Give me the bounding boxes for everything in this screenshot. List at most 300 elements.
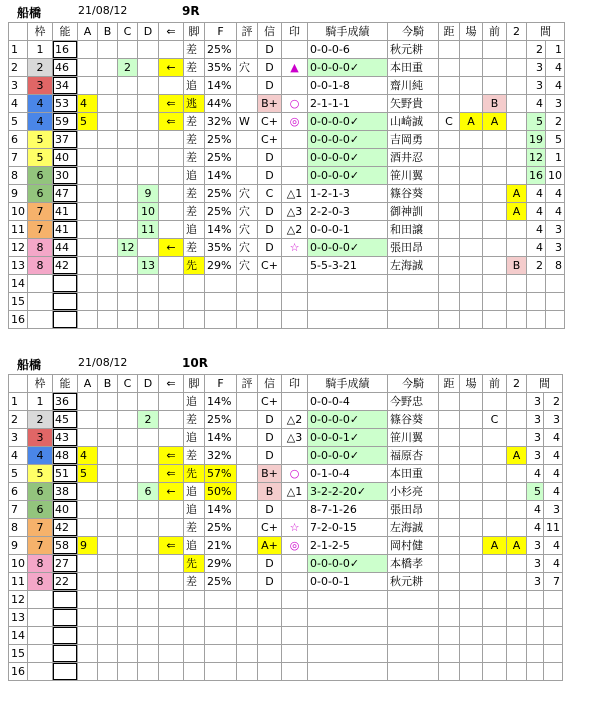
course-cell [460, 537, 483, 555]
col-b-cell [98, 609, 118, 627]
col-d-cell [138, 465, 159, 483]
jockey-record-cell: 0-1-0-4 [308, 465, 388, 483]
col-b-cell [98, 663, 118, 681]
arrow-cell: ← [159, 59, 184, 77]
mark-cell [282, 293, 308, 311]
col-d-cell [138, 447, 159, 465]
arrow-cell [159, 663, 184, 681]
mark-cell: ☆ [282, 519, 308, 537]
course-cell [460, 627, 483, 645]
jockey-name-cell: 和田譲 [388, 221, 439, 239]
interval-cell-1: 3 [527, 537, 544, 555]
col-c-cell [118, 483, 138, 501]
col-b-cell [98, 149, 118, 167]
interval-cell-2: 7 [544, 573, 563, 591]
row-number: 9 [9, 185, 28, 203]
row-number: 12 [9, 239, 28, 257]
arrow-cell [159, 275, 184, 293]
interval-cell-1: 3 [527, 393, 544, 411]
table-row [9, 645, 563, 663]
f-rate-cell: 25% [205, 185, 237, 203]
previous-cell: A [483, 537, 507, 555]
distance-cell [439, 59, 460, 77]
column-header: 今騎 [388, 23, 439, 41]
row-number: 7 [9, 501, 28, 519]
row-number: 11 [9, 221, 28, 239]
second-cell: A [507, 203, 527, 221]
col-a-cell [78, 293, 98, 311]
second-cell [507, 275, 527, 293]
col-a-cell: 9 [78, 537, 98, 555]
col-b-cell [98, 555, 118, 573]
ability-cell [53, 311, 78, 329]
jockey-record-cell: 0-0-0-1 [308, 221, 388, 239]
col-a-cell [78, 519, 98, 537]
f-rate-cell: 57% [205, 465, 237, 483]
previous-cell [483, 519, 507, 537]
running-style-cell: 差 [184, 131, 205, 149]
waku-cell: 5 [28, 131, 53, 149]
jockey-record-cell: 0-0-0-0✓ [308, 447, 388, 465]
interval-cell-1 [527, 663, 544, 681]
previous-cell [483, 41, 507, 59]
col-b-cell [98, 257, 118, 275]
interval-cell-1: 12 [527, 149, 546, 167]
mark-cell [282, 627, 308, 645]
arrow-cell [159, 41, 184, 59]
rating-cell [237, 501, 258, 519]
col-b-cell [98, 113, 118, 131]
jockey-record-cell: 0-0-0-1 [308, 573, 388, 591]
arrow-cell [159, 645, 184, 663]
distance-cell [439, 573, 460, 591]
previous-cell [483, 77, 507, 95]
waku-cell: 8 [28, 239, 53, 257]
table-row [9, 203, 565, 221]
f-rate-cell: 35% [205, 59, 237, 77]
col-a-cell [78, 573, 98, 591]
mark-cell [282, 573, 308, 591]
interval-cell-2: 4 [544, 429, 563, 447]
col-b-cell [98, 447, 118, 465]
column-header: 評 [237, 23, 258, 41]
race-block-10r [8, 352, 596, 681]
row-number: 2 [9, 411, 28, 429]
col-c-cell [118, 447, 138, 465]
arrow-cell [159, 519, 184, 537]
jockey-record-cell: 7-2-0-15 [308, 519, 388, 537]
f-rate-cell: 14% [205, 429, 237, 447]
arrow-cell [159, 411, 184, 429]
ability-cell: 47 [53, 185, 78, 203]
f-rate-cell: 44% [205, 95, 237, 113]
interval-cell-1 [527, 609, 544, 627]
col-d-cell [138, 149, 159, 167]
ability-cell [53, 275, 78, 293]
ability-cell: 58 [53, 537, 78, 555]
col-a-cell [78, 311, 98, 329]
col-d-cell [138, 113, 159, 131]
rating-cell [237, 591, 258, 609]
col-d-cell [138, 555, 159, 573]
row-number: 5 [9, 113, 28, 131]
mark-cell: ☆ [282, 239, 308, 257]
course-cell [460, 555, 483, 573]
distance-cell [439, 411, 460, 429]
f-rate-cell: 25% [205, 519, 237, 537]
rating-cell [237, 537, 258, 555]
distance-cell [439, 167, 460, 185]
mark-cell [282, 609, 308, 627]
confidence-cell: D [258, 411, 282, 429]
col-d-cell [138, 519, 159, 537]
waku-cell [28, 311, 53, 329]
waku-cell: 6 [28, 483, 53, 501]
col-b-cell [98, 59, 118, 77]
table-row [9, 573, 563, 591]
interval-cell-1: 5 [527, 113, 546, 131]
col-c-cell [118, 293, 138, 311]
confidence-cell: D [258, 221, 282, 239]
second-cell [507, 429, 527, 447]
waku-cell: 4 [28, 95, 53, 113]
col-d-cell [138, 609, 159, 627]
running-style-cell: 追 [184, 429, 205, 447]
course-cell [460, 609, 483, 627]
distance-cell [439, 645, 460, 663]
mark-cell [282, 447, 308, 465]
mark-cell: ○ [282, 465, 308, 483]
col-b-cell [98, 275, 118, 293]
f-rate-cell: 25% [205, 41, 237, 59]
jockey-name-cell: 御神訓 [388, 203, 439, 221]
col-a-cell [78, 591, 98, 609]
previous-cell [483, 293, 507, 311]
distance-cell [439, 447, 460, 465]
ability-cell [53, 293, 78, 311]
waku-cell: 7 [28, 537, 53, 555]
col-b-cell [98, 483, 118, 501]
previous-cell [483, 167, 507, 185]
waku-cell: 2 [28, 59, 53, 77]
second-cell [507, 41, 527, 59]
interval-cell-1: 5 [527, 483, 544, 501]
arrow-cell [159, 627, 184, 645]
course-cell [460, 95, 483, 113]
rating-cell [237, 41, 258, 59]
f-rate-cell [205, 627, 237, 645]
interval-cell-2: 4 [544, 483, 563, 501]
interval-cell-2: 11 [544, 519, 563, 537]
second-cell [507, 239, 527, 257]
interval-cell-2 [546, 311, 565, 329]
jockey-record-cell: 0-0-0-0✓ [308, 239, 388, 257]
race-header [8, 4, 596, 20]
interval-cell-1: 4 [527, 239, 546, 257]
second-cell [507, 465, 527, 483]
mark-cell: △2 [282, 411, 308, 429]
col-d-cell [138, 429, 159, 447]
mark-cell [282, 555, 308, 573]
distance-cell: C [439, 113, 460, 131]
ability-cell: 44 [53, 239, 78, 257]
row-number: 10 [9, 203, 28, 221]
course-cell [460, 573, 483, 591]
table-row [9, 519, 563, 537]
col-d-cell [138, 311, 159, 329]
table-row [9, 239, 565, 257]
waku-cell [28, 627, 53, 645]
interval-cell-1 [527, 591, 544, 609]
second-cell [507, 311, 527, 329]
row-number: 15 [9, 293, 28, 311]
previous-cell [483, 627, 507, 645]
interval-cell-1 [527, 293, 546, 311]
course-cell [460, 41, 483, 59]
running-style-cell: 差 [184, 411, 205, 429]
col-d-cell [138, 627, 159, 645]
second-cell [507, 555, 527, 573]
second-cell [507, 483, 527, 501]
jockey-name-cell: 酒井忍 [388, 149, 439, 167]
confidence-cell [258, 627, 282, 645]
confidence-cell: D [258, 41, 282, 59]
f-rate-cell [205, 609, 237, 627]
ability-cell: 40 [53, 501, 78, 519]
col-b-cell [98, 185, 118, 203]
col-d-cell [138, 59, 159, 77]
confidence-cell: D [258, 501, 282, 519]
confidence-cell: D [258, 239, 282, 257]
col-c-cell [118, 41, 138, 59]
interval-cell-1: 3 [527, 447, 544, 465]
col-a-cell [78, 59, 98, 77]
col-c-cell [118, 645, 138, 663]
jockey-name-cell: 本田重 [388, 465, 439, 483]
previous-cell [483, 483, 507, 501]
second-cell [507, 59, 527, 77]
col-d-cell [138, 501, 159, 519]
mark-cell [282, 393, 308, 411]
column-header: 枠 [28, 375, 53, 393]
col-d-cell: 9 [138, 185, 159, 203]
waku-cell: 8 [28, 555, 53, 573]
distance-cell [439, 185, 460, 203]
interval-cell-2 [546, 293, 565, 311]
previous-cell [483, 447, 507, 465]
ability-cell: 16 [53, 41, 78, 59]
distance-cell [439, 519, 460, 537]
interval-cell-1: 4 [527, 203, 546, 221]
second-cell: A [507, 447, 527, 465]
f-rate-cell: 29% [205, 555, 237, 573]
course-cell [460, 131, 483, 149]
confidence-cell: D [258, 149, 282, 167]
arrow-cell: ⇐ [159, 537, 184, 555]
col-c-cell [118, 311, 138, 329]
jockey-record-cell [308, 275, 388, 293]
col-a-cell [78, 257, 98, 275]
previous-cell [483, 203, 507, 221]
waku-cell: 5 [28, 149, 53, 167]
confidence-cell: D [258, 77, 282, 95]
row-number: 14 [9, 275, 28, 293]
mark-cell [282, 41, 308, 59]
interval-cell-1 [527, 311, 546, 329]
running-style-cell: 先 [184, 555, 205, 573]
distance-cell [439, 221, 460, 239]
course-cell: A [460, 113, 483, 131]
waku-cell: 4 [28, 447, 53, 465]
col-c-cell: 2 [118, 59, 138, 77]
table-row [9, 627, 563, 645]
interval-cell-2: 1 [546, 41, 565, 59]
running-style-cell: 追 [184, 77, 205, 95]
interval-cell-1: 4 [527, 501, 544, 519]
course-cell [460, 447, 483, 465]
interval-cell-2: 3 [544, 501, 563, 519]
running-style-cell: 差 [184, 59, 205, 77]
interval-cell-2: 5 [546, 131, 565, 149]
jockey-record-cell: 0-0-0-1✓ [308, 429, 388, 447]
distance-cell [439, 465, 460, 483]
table-row [9, 447, 563, 465]
f-rate-cell [205, 645, 237, 663]
jockey-record-cell: 8-7-1-26 [308, 501, 388, 519]
jockey-name-cell: 本橋孝 [388, 555, 439, 573]
ability-cell: 43 [53, 429, 78, 447]
jockey-name-cell: 福原杏 [388, 447, 439, 465]
column-header [9, 375, 28, 393]
mark-cell [282, 131, 308, 149]
second-cell [507, 167, 527, 185]
course-cell [460, 167, 483, 185]
running-style-cell: 逃 [184, 95, 205, 113]
second-cell: A [507, 537, 527, 555]
running-style-cell: 追 [184, 393, 205, 411]
column-header: 2 [507, 375, 527, 393]
confidence-cell: C+ [258, 393, 282, 411]
rating-cell [237, 609, 258, 627]
ability-cell: 45 [53, 411, 78, 429]
waku-cell: 4 [28, 113, 53, 131]
col-a-cell: 5 [78, 465, 98, 483]
jockey-name-cell [388, 627, 439, 645]
jockey-record-cell [308, 311, 388, 329]
table-row [9, 465, 563, 483]
arrow-cell [159, 131, 184, 149]
rating-cell [237, 447, 258, 465]
f-rate-cell: 14% [205, 393, 237, 411]
waku-cell: 6 [28, 185, 53, 203]
arrow-cell [159, 257, 184, 275]
course-cell [460, 429, 483, 447]
second-cell [507, 411, 527, 429]
ability-cell: 37 [53, 131, 78, 149]
f-rate-cell: 14% [205, 167, 237, 185]
rating-cell: 穴 [237, 257, 258, 275]
confidence-cell: D [258, 59, 282, 77]
col-c-cell [118, 519, 138, 537]
jockey-record-cell [308, 663, 388, 681]
previous-cell [483, 149, 507, 167]
col-a-cell [78, 393, 98, 411]
interval-cell-2 [544, 591, 563, 609]
col-a-cell: 5 [78, 113, 98, 131]
column-header: 信 [258, 375, 282, 393]
interval-cell-2: 4 [546, 77, 565, 95]
confidence-cell: A+ [258, 537, 282, 555]
rating-cell [237, 645, 258, 663]
jockey-name-cell: 小杉亮 [388, 483, 439, 501]
previous-cell [483, 311, 507, 329]
previous-cell [483, 555, 507, 573]
second-cell [507, 95, 527, 113]
header-row [9, 375, 563, 393]
rating-cell [237, 393, 258, 411]
table-row [9, 95, 565, 113]
jockey-record-cell: 5-5-3-21 [308, 257, 388, 275]
waku-cell [28, 591, 53, 609]
interval-cell-2: 8 [546, 257, 565, 275]
table-row [9, 311, 565, 329]
row-number: 1 [9, 41, 28, 59]
mark-cell [282, 311, 308, 329]
col-b-cell [98, 519, 118, 537]
jockey-name-cell: 張田昂 [388, 239, 439, 257]
column-header: 印 [282, 23, 308, 41]
distance-cell [439, 203, 460, 221]
col-b-cell [98, 627, 118, 645]
ability-cell [53, 663, 78, 681]
rating-cell [237, 149, 258, 167]
distance-cell [439, 41, 460, 59]
distance-cell [439, 311, 460, 329]
table-row [9, 555, 563, 573]
col-b-cell [98, 465, 118, 483]
interval-cell-1 [527, 275, 546, 293]
col-a-cell [78, 501, 98, 519]
previous-cell: C [483, 411, 507, 429]
col-b-cell [98, 77, 118, 95]
f-rate-cell [205, 293, 237, 311]
column-header: B [98, 375, 118, 393]
confidence-cell: B+ [258, 95, 282, 113]
column-header: 2 [507, 23, 527, 41]
interval-cell-2 [544, 627, 563, 645]
jockey-record-cell: 0-0-0-4 [308, 393, 388, 411]
ability-cell: 27 [53, 555, 78, 573]
previous-cell [483, 221, 507, 239]
jockey-name-cell: 左海誠 [388, 519, 439, 537]
column-header: 間 [527, 23, 565, 41]
col-c-cell [118, 429, 138, 447]
arrow-cell [159, 573, 184, 591]
col-a-cell: 4 [78, 447, 98, 465]
interval-cell-1: 3 [527, 555, 544, 573]
row-number: 3 [9, 429, 28, 447]
interval-cell-1: 4 [527, 519, 544, 537]
jockey-record-cell: 2-2-0-3 [308, 203, 388, 221]
f-rate-cell: 50% [205, 483, 237, 501]
arrow-cell [159, 221, 184, 239]
previous-cell [483, 645, 507, 663]
running-style-cell [184, 311, 205, 329]
interval-cell-1: 3 [527, 77, 546, 95]
column-header: B [98, 23, 118, 41]
mark-cell [282, 501, 308, 519]
column-header: F [205, 23, 237, 41]
